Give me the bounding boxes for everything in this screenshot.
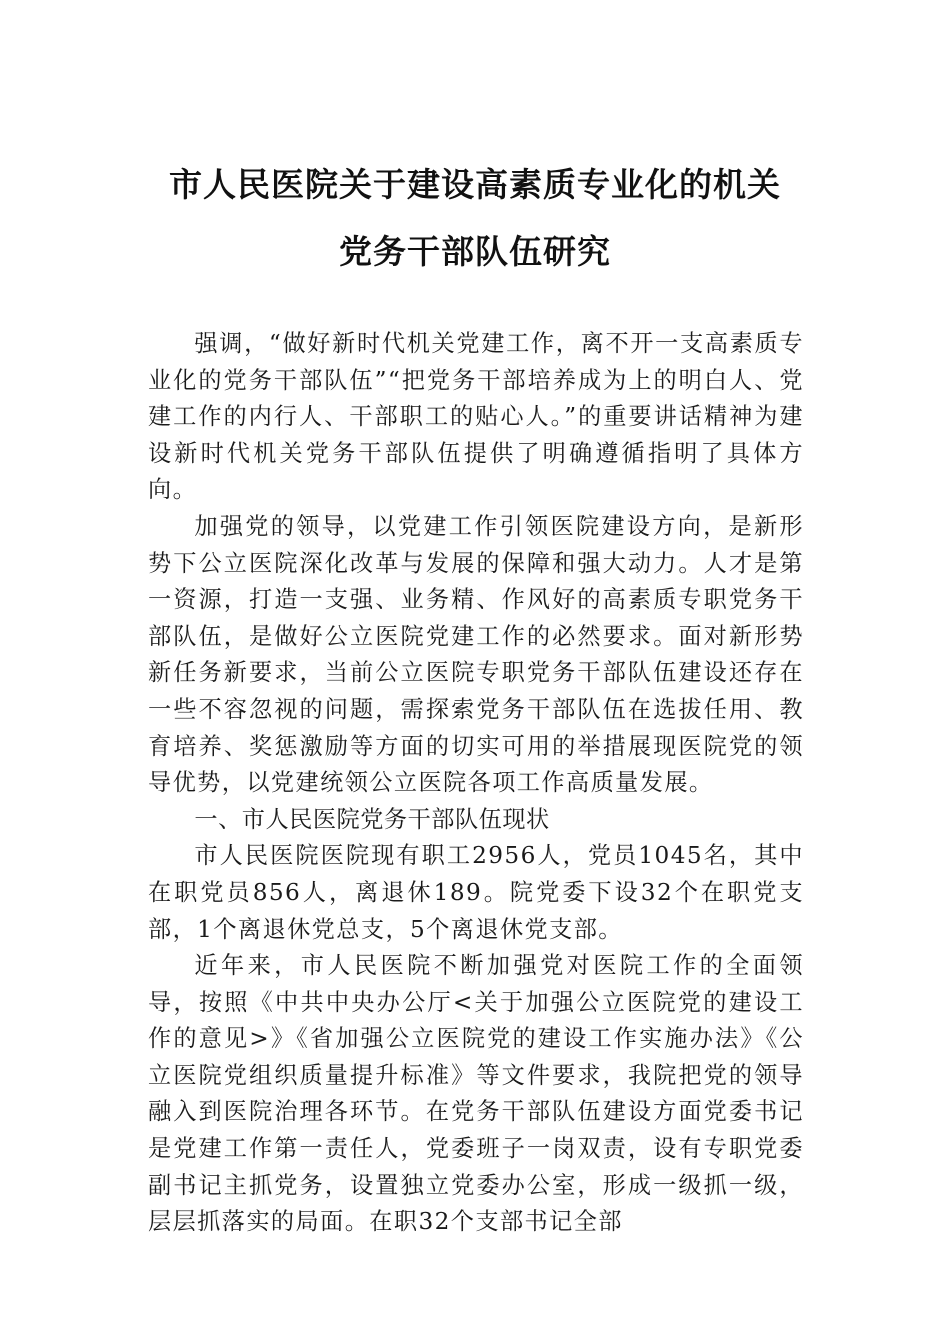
document-body: [148, 326, 804, 1241]
document-title-line-2: 党务干部队伍研究: [339, 232, 611, 271]
body-paragraph-1: 强调，“做好新时代机关党建工作，离不开一支高素质专业化的党务干部队伍”“把党务干部培养成为上的明白人、党建工作的内行人、干部职工的贴心人。”的重要讲话精神为建设新时代机关党务干部队伍提供了明确遵循指明了具体方向。: [148, 330, 804, 504]
body-paragraph-3: 市人民医院医院现有职工2956人，党员1045名，其中在职党员856人，离退休189。院党委下设32个在职党支部，1个离退休党总支，5个离退休党支部。: [148, 842, 804, 943]
section-heading-1: 一、市人民医院党务干部队伍现状: [194, 805, 550, 833]
body-paragraph-2: 加强党的领导，以党建工作引领医院建设方向，是新形势下公立医院深化改革与发展的保障和强大动力。人才是第一资源，打造一支强、业务精、作风好的高素质专职党务干部队伍，是做好公立医院党建工作的必然要求。面对新形势新任务新要求，当前公立医院专职党务干部队伍建设还存在一些不容忽视的问题，需探索党务干部队伍在选拔任用、教育培养、奖惩激励等方面的切实可用的举措展现医院党的领导优势，以党建统领公立医院各项工作高质量发展。: [148, 512, 804, 797]
document-title-line-1: 市人民医院关于建设高素质专业化的机关: [169, 165, 781, 204]
body-paragraph-4: 近年来，市人民医院不断加强党对医院工作的全面领导，按照《中共中央办公厅<关于加强公立医院党的建设工作的意见>》《省加强公立医院党的建设工作实施办法》《公立医院党组织质量提升标准》等文件要求，我院把党的领导融入到医院治理各环节。在党务干部队伍建设方面党委书记是党建工作第一责任人，党委班子一岗双责，设有专职党委副书记主抓党务，设置独立党委办公室，形成一级抓一级，层层抓落实的局面。在职32个支部书记全部: [148, 952, 804, 1236]
